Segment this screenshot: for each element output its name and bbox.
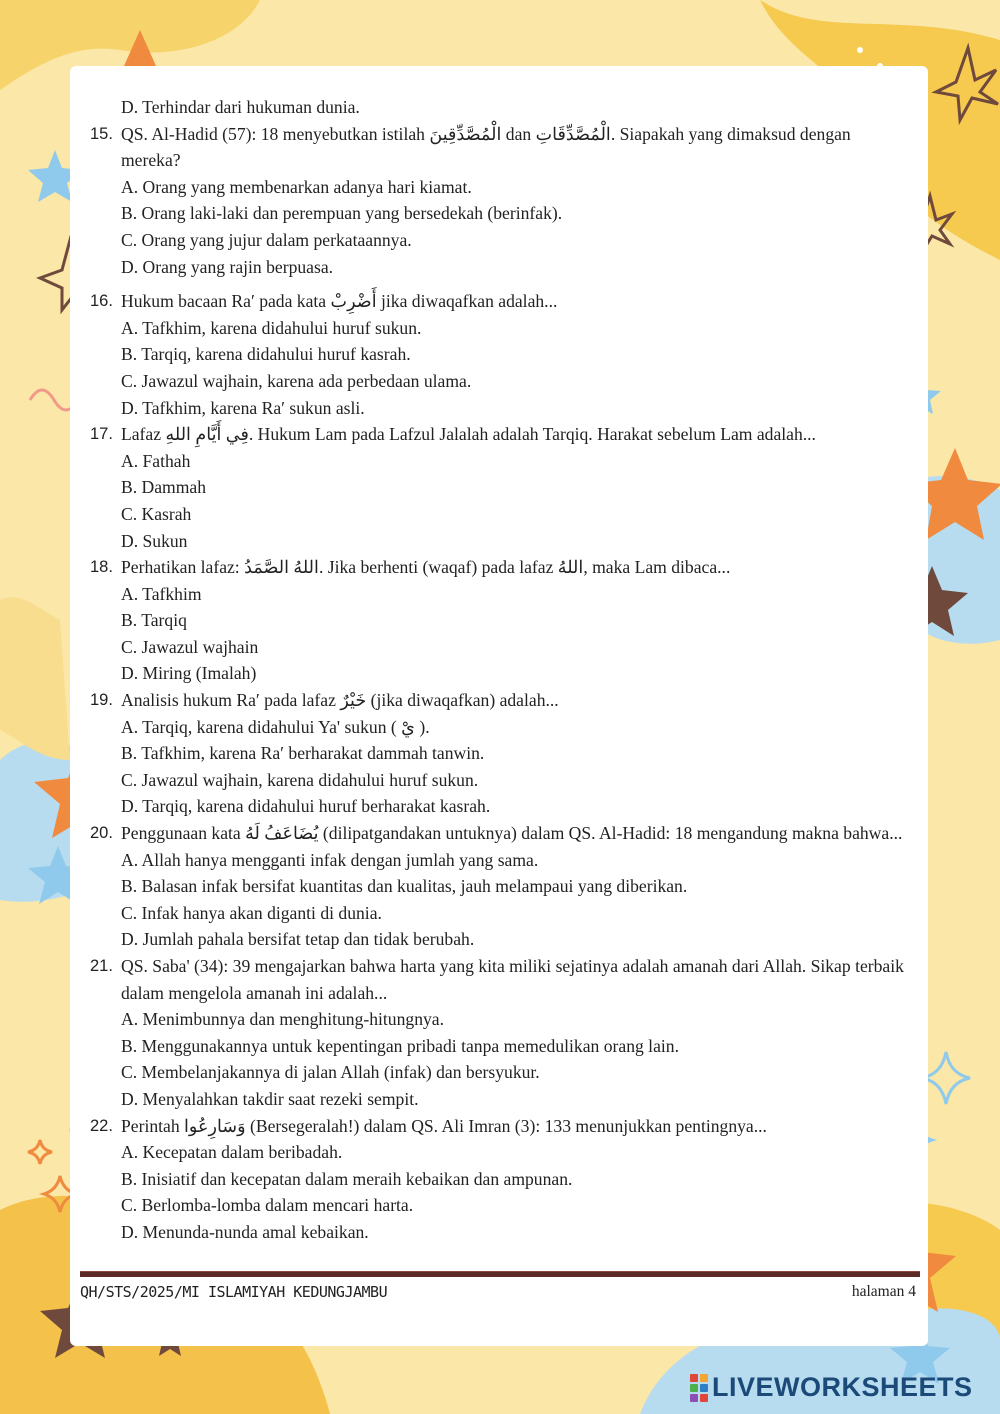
answer-option: D. Menunda-nunda amal kebaikan. (121, 1221, 369, 1242)
question-text: Analisis hukum Ra′ pada lafaz خَيْرٌ (jika diwaqafkan) adalah... (121, 690, 559, 711)
answer-option: C. Kasrah (121, 503, 192, 524)
answer-option: A. Tafkhim (121, 583, 202, 604)
answer-option: B. Orang laki-laki dan perempuan yang bersedekah (berinfak). (121, 203, 563, 224)
answer-option: C. Jawazul wajhain, karena didahului huruf sukun. (121, 769, 479, 790)
question-number: 16. (90, 292, 113, 311)
answer-option: B. Dammah (121, 477, 207, 498)
answer-option: C. Orang yang jujur dalam perkataannya. (121, 229, 412, 250)
answer-option: B. Tarqiq (121, 610, 187, 631)
footer-page-number: halaman 4 (851, 1283, 916, 1300)
answer-option: A. Tafkhim, karena didahului huruf sukun. (121, 317, 422, 338)
question-number: 19. (90, 691, 113, 710)
question-number: 15. (90, 124, 113, 143)
question-text: Hukum bacaan Ra′ pada kata أَضْرِبْ jika diwaqafkan adalah... (121, 291, 558, 312)
question-item (90, 288, 910, 315)
answer-option: B. Balasan infak bersifat kuantitas dan kualitas, jauh melampaui yang diberikan. (121, 876, 688, 897)
answer-option: A. Fathah (121, 450, 191, 471)
answer-option: C. Berlomba-lomba dalam mencari harta. (121, 1195, 414, 1216)
question-text: QS. Al-Hadid (57): 18 menyebutkan istilah الْمُصَّدِّقِينَ dan الْمُصَّدِّقَاتِ. Siapakah yang dimaksud dengan mereka? (121, 123, 851, 171)
spacer (90, 280, 910, 288)
answer-option: A. Kecepatan dalam beribadah. (121, 1142, 343, 1163)
answer-option: A. Orang yang membenarkan adanya hari kiamat. (121, 176, 472, 197)
liveworksheets-logo-icon (690, 1374, 708, 1402)
answer-option: B. Inisiatif dan kecepatan dalam meraih kebaikan dan ampunan. (121, 1168, 573, 1189)
question-item (90, 554, 910, 581)
answer-option: D. Menyalahkan takdir saat rezeki sempit. (121, 1088, 419, 1109)
question-text: Perintah وَسَارِعُوا (Bersegeralah!) dalam QS. Ali Imran (3): 133 menunjukkan pentingnya... (121, 1115, 767, 1136)
answer-option: D. Miring (Imalah) (121, 663, 257, 684)
question-number: 18. (90, 558, 113, 577)
question-text: QS. Saba' (34): 39 mengajarkan bahwa harta yang kita miliki sejatinya adalah amanah dari Allah. Sikap terbaik dalam mengelola amanah ini adalah... (121, 956, 904, 1003)
answer-option: B. Tafkhim, karena Ra′ berharakat dammah tanwin. (121, 743, 485, 764)
question-text: Penggunaan kata يُضَاعَفُ لَهُ (dilipatgandakan untuknya) dalam QS. Al-Hadid: 18 mengandung makna bahwa... (121, 823, 903, 844)
answer-option: A. Allah hanya mengganti infak dengan jumlah yang sama. (121, 849, 539, 870)
answer-option: D. Tafkhim, karena Ra′ sukun asli. (121, 397, 365, 418)
question-item (90, 687, 910, 714)
question-number: 21. (90, 957, 113, 975)
question-text: Lafaz فِي أَيَّامِ اللهِ. Hukum Lam pada Lafzul Jalalah adalah Tarqiq. Harakat sebelum Lam adalah... (121, 424, 816, 445)
question-number: 22. (90, 1116, 113, 1135)
liveworksheets-logo (690, 1372, 973, 1403)
answer-option: D. Terhindar dari hukuman dunia. (121, 97, 360, 117)
question-item (90, 1113, 910, 1140)
question-number: 17. (90, 425, 113, 444)
answer-option: A. Tarqiq, karena didahului Ya' sukun ( يْ ). (121, 716, 430, 737)
liveworksheets-logo-text: LIVEWORKSHEETS (712, 1372, 973, 1402)
question-number: 20. (90, 824, 113, 843)
question-item (90, 953, 910, 1006)
question-item (90, 421, 910, 448)
answer-option: D. Orang yang rajin berpuasa. (121, 256, 334, 277)
question-list (90, 94, 910, 1246)
question-text: Perhatikan lafaz: اللهُ الصَّمَدُ. Jika berhenti (waqaf) pada lafaz اللهُ, maka Lam dibaca... (121, 557, 731, 578)
answer-option: C. Membelanjakannya di jalan Allah (infak) dan bersyukur. (121, 1062, 540, 1083)
answer-option: C. Jawazul wajhain, karena ada perbedaan ulama. (121, 370, 472, 391)
answer-option: B. Menggunakannya untuk kepentingan pribadi tanpa memedulikan orang lain. (121, 1035, 679, 1056)
footer-divider (80, 1271, 920, 1277)
answer-option: D. Sukun (121, 530, 188, 551)
answer-option: D. Jumlah pahala bersifat tetap dan tidak berubah. (121, 929, 475, 950)
answer-option: D. Tarqiq, karena didahului huruf berharakat kasrah. (121, 796, 491, 817)
footer-document-code: QH/STS/2025/MI ISLAMIYAH KEDUNGJAMBU (80, 1283, 388, 1301)
answer-option: B. Tarqiq, karena didahului huruf kasrah. (121, 344, 411, 365)
answer-option: C. Infak hanya akan diganti di dunia. (121, 902, 382, 923)
answer-option: C. Jawazul wajhain (121, 636, 259, 657)
question-item (90, 820, 910, 847)
question-item (90, 121, 910, 174)
answer-option: A. Menimbunnya dan menghitung-hitungnya. (121, 1009, 444, 1030)
